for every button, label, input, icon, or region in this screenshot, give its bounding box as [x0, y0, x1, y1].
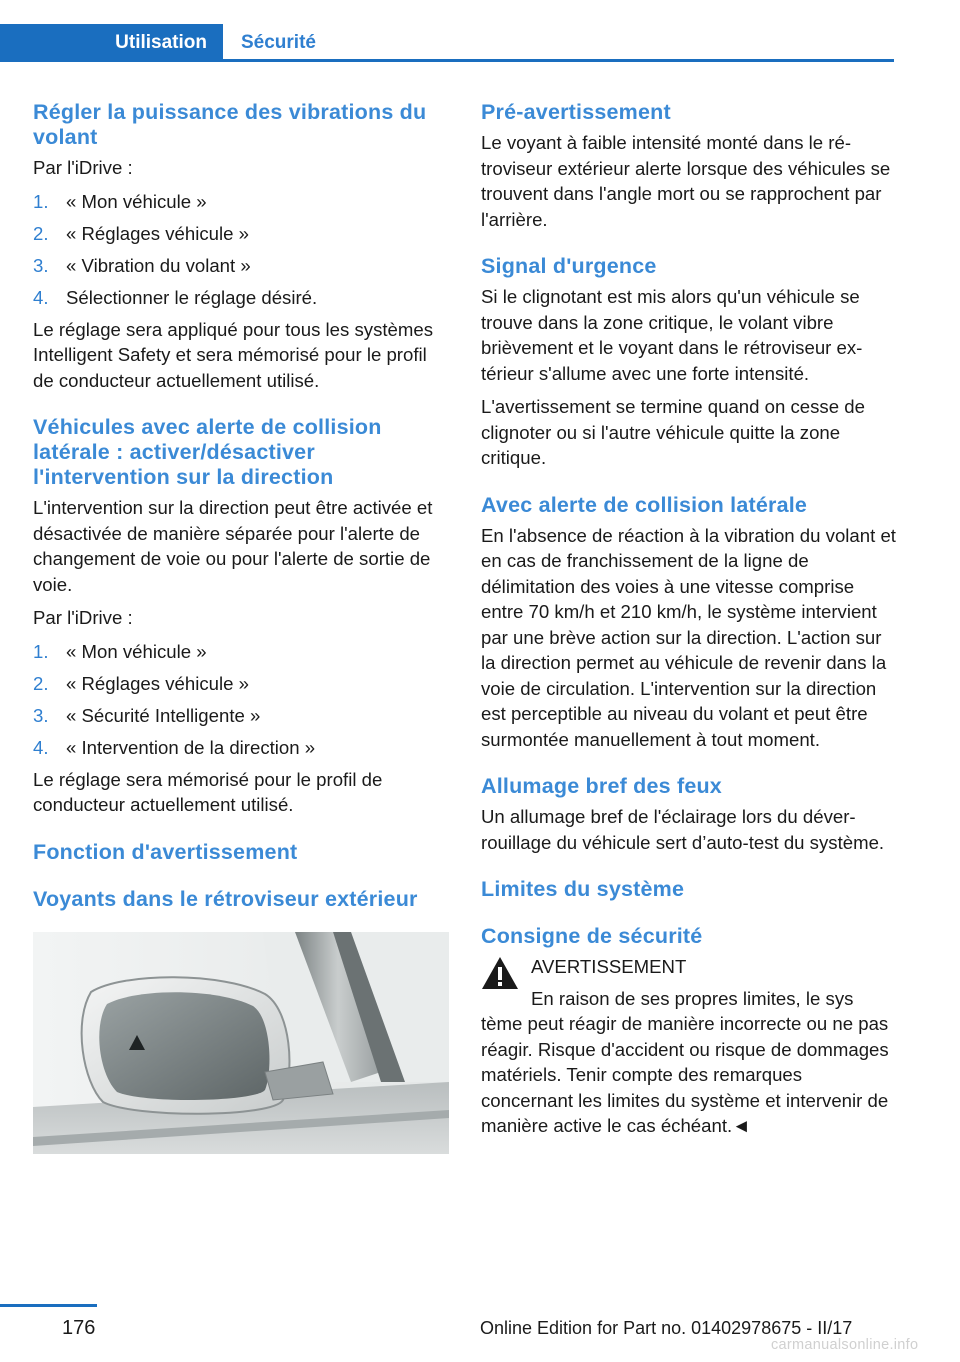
paragraph: Le voyant à faible intensité monté dans le rétroviseur extérieur alerte lorsque des véhicules se trouvent dans l'angle mort ou se rapprochent par l'arrière. [481, 132, 891, 230]
paragraph: Par l'iDrive : [33, 607, 133, 628]
heading-system-limits: Limites du système [481, 877, 685, 901]
list-item-text: « Vibration du volant » [66, 254, 251, 276]
list-item-text: « Mon véhicule » [66, 640, 207, 662]
footer-rule [0, 1304, 97, 1307]
list-item-text: « Réglages véhicule » [66, 222, 249, 244]
list-number: 3. [33, 704, 49, 726]
left-column [33, 100, 451, 1154]
paragraph: Le réglage sera mémorisé pour le profil de conducteur actuellement utilisé. [33, 768, 383, 815]
list-number: 4. [33, 286, 49, 308]
heading-mirror-lights: Voyants dans le rétroviseur extérieur [33, 886, 418, 911]
heading-with-side-collision: Avec alerte de collision latérale [481, 492, 808, 517]
list-number: 2. [33, 222, 49, 244]
paragraph: L'intervention sur la direction peut être activée et désactivée de manière séparée pour l'alerte de changement de voie ou pour l'alerte de sortie de voie. [33, 497, 433, 595]
list-number: 3. [33, 254, 49, 276]
paragraph: Un allumage bref de l'éclairage lors du déverrouillage du véhicule sert d’auto-test du système. [481, 806, 885, 853]
paragraph: Par l'iDrive : [33, 157, 133, 178]
watermark: carmanualsonline.info [771, 1337, 919, 1353]
edition-note: Online Edition for Part no. 01402978675 - II/17 [480, 1318, 853, 1338]
list-item [33, 253, 451, 279]
list-number: 1. [33, 190, 49, 212]
warning-title: AVERTISSEMENT [531, 956, 687, 977]
heading-side-collision-steering: Véhicules avec alerte de collision latérale : activer/désactiver l'intervention sur la direction [33, 415, 382, 489]
chapter-tabs [0, 24, 894, 62]
list-number: 1. [33, 640, 49, 662]
list-item [33, 285, 451, 311]
list-item [33, 735, 451, 761]
list-item [33, 671, 451, 697]
heading-vibration-strength: Régler la puissance des vibrations du volant [33, 100, 427, 149]
paragraph: L'avertissement se termine quand on cesse de clignoter ou si l'autre véhicule quitte la zone critique. [481, 396, 865, 468]
idrive-steps-list [33, 639, 451, 761]
warning-text-continued: tème peut réagir de manière incorrecte ou ne pas réagir. Risque d'accident ou risque de dommages matériels. Tenir compte des remarques concernant les limites du système et intervenir de manière active le cas échéant.◄ [481, 1013, 889, 1136]
tab-securite[interactable]: Sécurité [241, 31, 316, 53]
paragraph: Si le clignotant est mis alors qu'un véhicule se trouve dans la zone critique, le volant vibre brièvement et le voyant dans le rétroviseur extérieur s'allume avec une forte intensité. [481, 286, 863, 384]
list-item [33, 639, 451, 665]
warning-triangle-icon [481, 956, 519, 990]
list-item [33, 221, 451, 247]
right-column [481, 100, 897, 1147]
list-item [33, 189, 451, 215]
heading-warning-function: Fonction d'avertissement [33, 839, 298, 864]
list-item-text: « Sécurité Intelligente » [66, 704, 261, 726]
side-mirror-illustration [33, 932, 449, 1154]
list-item-text: « Intervention de la direction » [66, 736, 316, 758]
idrive-steps-list [33, 189, 451, 311]
list-item-text: « Mon véhicule » [66, 190, 207, 212]
list-item [33, 703, 451, 729]
tab-underline [0, 59, 894, 62]
tab-utilisation[interactable]: Utilisation [0, 24, 223, 61]
warning-text: En raison de ses propres limites, le sys [531, 987, 854, 1009]
heading-safety-note: Consigne de sécurité [481, 924, 703, 948]
page-number: 176 [62, 1317, 96, 1339]
paragraph: En l'absence de réaction à la vibration du volant et en cas de franchissement de la ligne de délimitation des voies à une vitesse comprise entre 70 km/h et 210 km/h, le système intervient par une brève action sur la direction. L'action sur la direction permet au véhicule de revenir dans la voie de circulation. L'intervention sur la direction est perceptible au niveau du volant et peut être surmontée manuellement à tout moment. [481, 524, 896, 750]
heading-pre-warning: Pré-avertissement [481, 100, 671, 124]
list-item-text: « Réglages véhicule » [66, 672, 249, 694]
list-number: 2. [33, 672, 49, 694]
paragraph: Le réglage sera appliqué pour tous les systèmes Intelligent Safety et sera mémorisé pour le profil de conducteur actuellement utilisé. [33, 318, 434, 391]
heading-emergency-signal: Signal d'urgence [481, 254, 657, 278]
list-item-text: Sélectionner le réglage désiré. [66, 286, 318, 308]
warning-box [481, 954, 897, 1139]
list-number: 4. [33, 736, 49, 758]
heading-brief-lighting: Allumage bref des feux [481, 774, 722, 798]
